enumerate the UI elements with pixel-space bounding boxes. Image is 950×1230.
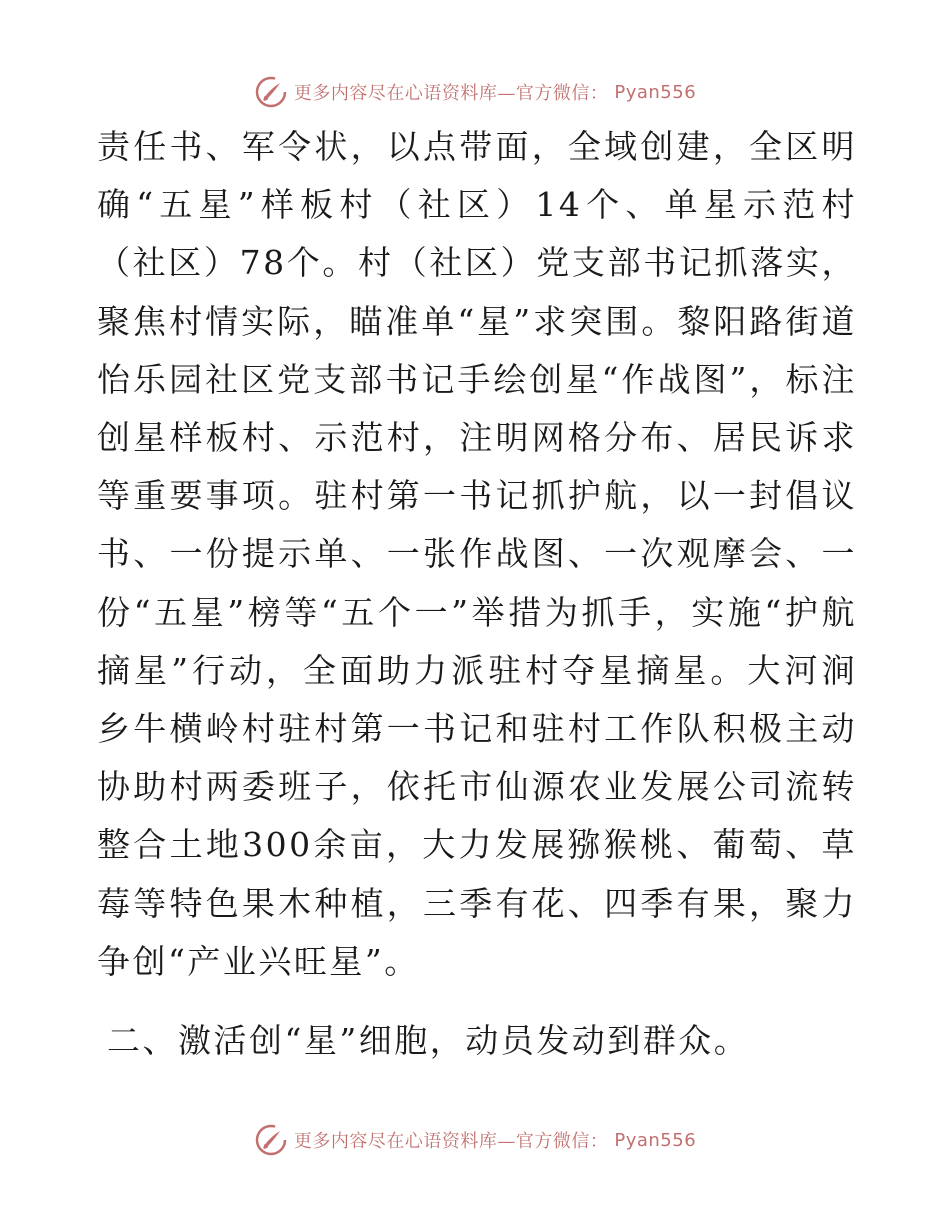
footer-watermark [0,1120,950,1160]
body-paragraph: 责任书、军令状，以点带面，全域创建，全区明确“五星”样板村（社区）14个、单星示范村（社区）78个。村（社区）党支部书记抓落实，聚焦村情实际，瞄准单“星”求突围。黎阳路街道怡乐园社区党支部书记手绘创星“作战图”，标注创星样板村、示范村，注明网格分布、居民诉求等重要事项。驻村第一书记抓护航，以一封倡议书、一份提示单、一张作战图、一次观摩会、一份“五星”榜等“五个一”举措为抓手，实施“护航摘星”行动，全面助力派驻村夺星摘星。大河涧乡牛横岭村驻村第一书记和驻村工作队积极主动协助村两委班子，依托市仙源农业发展公司流转整合土地300余亩，大力发展猕猴桃、葡萄、草莓等特色果木种植，三季有花、四季有果，聚力争创“产业兴旺星”。 [97,127,857,981]
watermark-wechat-id: Pyan556 [614,81,697,103]
watermark-wechat-id: Pyan556 [614,1129,697,1151]
brush-logo-icon [254,1123,288,1157]
watermark-text: 更多内容尽在心语资料库—官方微信： [293,83,609,104]
header-watermark [0,72,950,112]
brush-logo-icon [254,75,288,109]
watermark-text: 更多内容尽在心语资料库—官方微信： [293,1131,609,1152]
section-heading: 二、激活创“星”细胞，动员发动到群众。 [107,1021,750,1060]
